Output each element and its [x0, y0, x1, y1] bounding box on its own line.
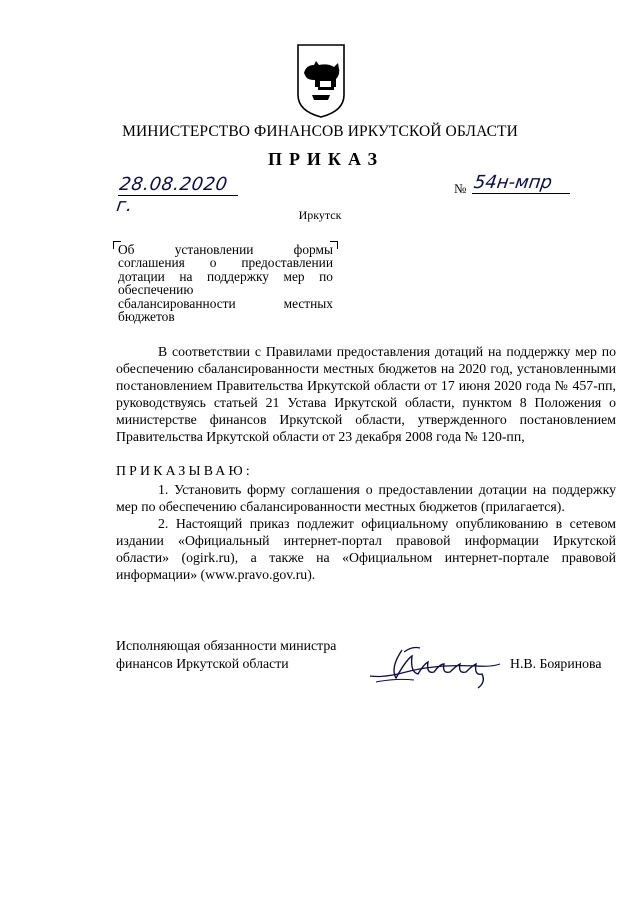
order-word: ПРИКАЗЫВАЮ: — [116, 463, 253, 478]
number-underline — [472, 193, 570, 194]
preamble-text: В соответствии с Правилами предоставления дотаций на поддержку мер по обеспечению сбалансированности местных бюджетов на 2020 год, установленными постановлением Правительства Иркутской области от 17 июня 2020 года № 457-пп, руководствуясь статьей 21 Устава Иркутской области, пунктом 8 Положения о министерстве финансов Иркутской области, утвержденного постановлением Правительства Иркутской области от 23 декабря 2008 года № 120-пп, — [116, 344, 616, 444]
city: Иркутск — [298, 208, 342, 222]
coat-of-arms-icon — [296, 43, 346, 119]
subject-line: сбалансированности местных — [118, 295, 333, 311]
order-item-1: 1. Установить форму соглашения о предоставлении дотации на поддержку мер по обеспечению сбалансированности местных бюджетов (прилагается). — [116, 482, 616, 514]
handwritten-date: 28.08.2020 г. — [115, 174, 230, 216]
subject-line: бюджетов — [118, 309, 175, 325]
document-type: ПРИКАЗ — [267, 149, 385, 169]
handwritten-number: 54н-мпр — [472, 172, 554, 193]
number-sign: № — [454, 181, 467, 196]
signer-title-line-1: Исполняющая обязанности министра — [116, 638, 337, 653]
ministry-name: МИНИСТЕРСТВО ФИНАНСОВ ИРКУТСКОЙ ОБЛАСТИ — [122, 123, 518, 140]
signer-title — [116, 637, 336, 673]
order-date-field — [115, 174, 242, 216]
subject-line: обеспечению — [118, 282, 194, 298]
subject-line: Об установлении формы — [118, 242, 333, 257]
subject-line: соглашения о предоставлении — [118, 255, 333, 271]
date-underline — [118, 195, 238, 196]
preamble-paragraph — [116, 343, 616, 445]
order-subject — [118, 243, 333, 323]
signer-name: Н.В. Бояринова — [510, 656, 602, 671]
order-item-2: 2. Настоящий приказ подлежит официальному опубликованию в сетевом издании «Официальный интернет-портал правовой информации Иркутской области» (ogirk.ru), а также на «Официальном интернет-портале правовой информации» (www.pravo.gov.ru). — [116, 516, 616, 582]
order-number-field — [452, 172, 572, 200]
order-items — [116, 481, 616, 583]
signer-title-line-2: финансов Иркутской области — [116, 656, 289, 671]
handwritten-signature-icon — [366, 638, 506, 696]
subject-line: дотации на поддержку мер по — [118, 268, 333, 284]
